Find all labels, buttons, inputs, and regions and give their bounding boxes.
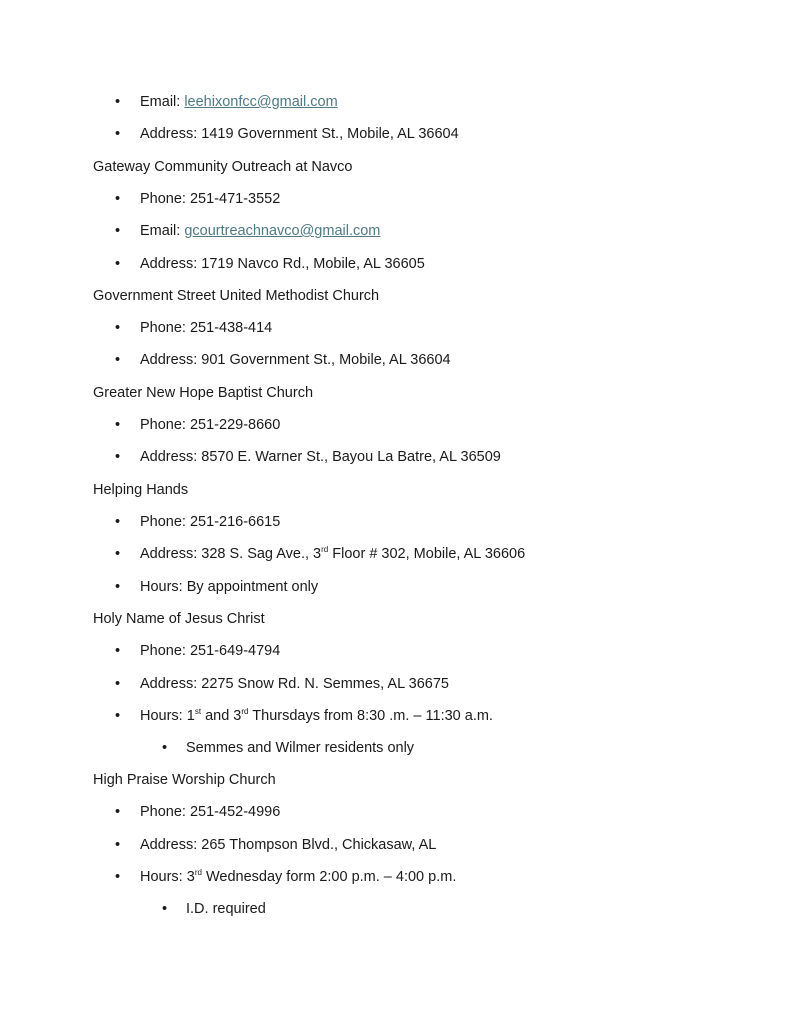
org-name: Government Street United Methodist Church — [93, 288, 380, 304]
org-name: Gateway Community Outreach at Navco — [93, 159, 353, 175]
list-item-address: • Address: 8570 E. Warner St., Bayou La Batre, AL 36509 — [115, 449, 501, 465]
bullet-icon: • — [115, 256, 121, 272]
bullet-icon: • — [115, 804, 121, 820]
bullet-icon: • — [115, 191, 121, 207]
list-item-hours: • Hours: 3rd Wednesday form 2:00 p.m. – 4:00 p.m. — [115, 868, 457, 885]
list-item-phone: • Phone: 251-229-8660 — [115, 417, 281, 433]
list-item-phone: • Phone: 251-649-4794 — [115, 643, 281, 659]
list-item-address: • Address: 901 Government St., Mobile, AL 36604 — [115, 352, 451, 368]
org-name: Helping Hands — [93, 482, 189, 498]
bullet-icon: • — [115, 223, 121, 239]
list-item-phone: • Phone: 251-216-6615 — [115, 514, 281, 530]
bullet-icon: • — [115, 869, 121, 885]
list-item-phone: • Phone: 251-438-414 — [115, 320, 273, 336]
bullet-icon: • — [162, 740, 168, 756]
bullet-icon: • — [115, 126, 121, 142]
list-item-email: • Email: leehixonfcc@gmail.com — [115, 94, 338, 110]
org-name: Holy Name of Jesus Christ — [93, 611, 265, 627]
list-item-hours: • Hours: By appointment only — [115, 579, 319, 595]
bullet-icon: • — [115, 94, 121, 110]
bullet-icon: • — [115, 352, 121, 368]
list-item-phone: • Phone: 251-471-3552 — [115, 191, 281, 207]
list-item-address: • Address: 265 Thompson Blvd., Chickasaw, AL — [115, 837, 437, 853]
bullet-icon: • — [115, 546, 121, 562]
bullet-icon: • — [115, 320, 121, 336]
bullet-icon: • — [115, 417, 121, 433]
list-item-phone: • Phone: 251-452-4996 — [115, 804, 281, 820]
org-name: Greater New Hope Baptist Church — [93, 385, 314, 401]
list-item-address: • Address: 2275 Snow Rd. N. Semmes, AL 36675 — [115, 676, 449, 692]
bullet-icon: • — [115, 579, 121, 595]
list-item-note: • Semmes and Wilmer residents only — [162, 740, 415, 756]
bullet-icon: • — [115, 514, 121, 530]
list-item-address: • Address: 328 S. Sag Ave., 3rd Floor # 302, Mobile, AL 36606 — [115, 545, 526, 562]
bullet-icon: • — [115, 643, 121, 659]
bullet-icon: • — [115, 449, 121, 465]
list-item-address: • Address: 1719 Navco Rd., Mobile, AL 36605 — [115, 256, 425, 272]
bullet-icon: • — [162, 901, 168, 917]
email-link[interactable]: leehixonfcc@gmail.com — [184, 94, 338, 110]
list-item-note: • I.D. required — [162, 901, 266, 917]
email-link[interactable]: gcourtreachnavco@gmail.com — [184, 223, 381, 239]
bullet-icon: • — [115, 708, 121, 724]
bullet-icon: • — [115, 837, 121, 853]
org-name: High Praise Worship Church — [93, 772, 276, 788]
bullet-icon: • — [115, 676, 121, 692]
list-item-email: • Email: gcourtreachnavco@gmail.com — [115, 223, 381, 239]
list-item-address: • Address: 1419 Government St., Mobile, AL 36604 — [115, 126, 459, 142]
list-item-hours: • Hours: 1st and 3rd Thursdays from 8:30 .m. – 11:30 a.m. — [115, 707, 493, 724]
